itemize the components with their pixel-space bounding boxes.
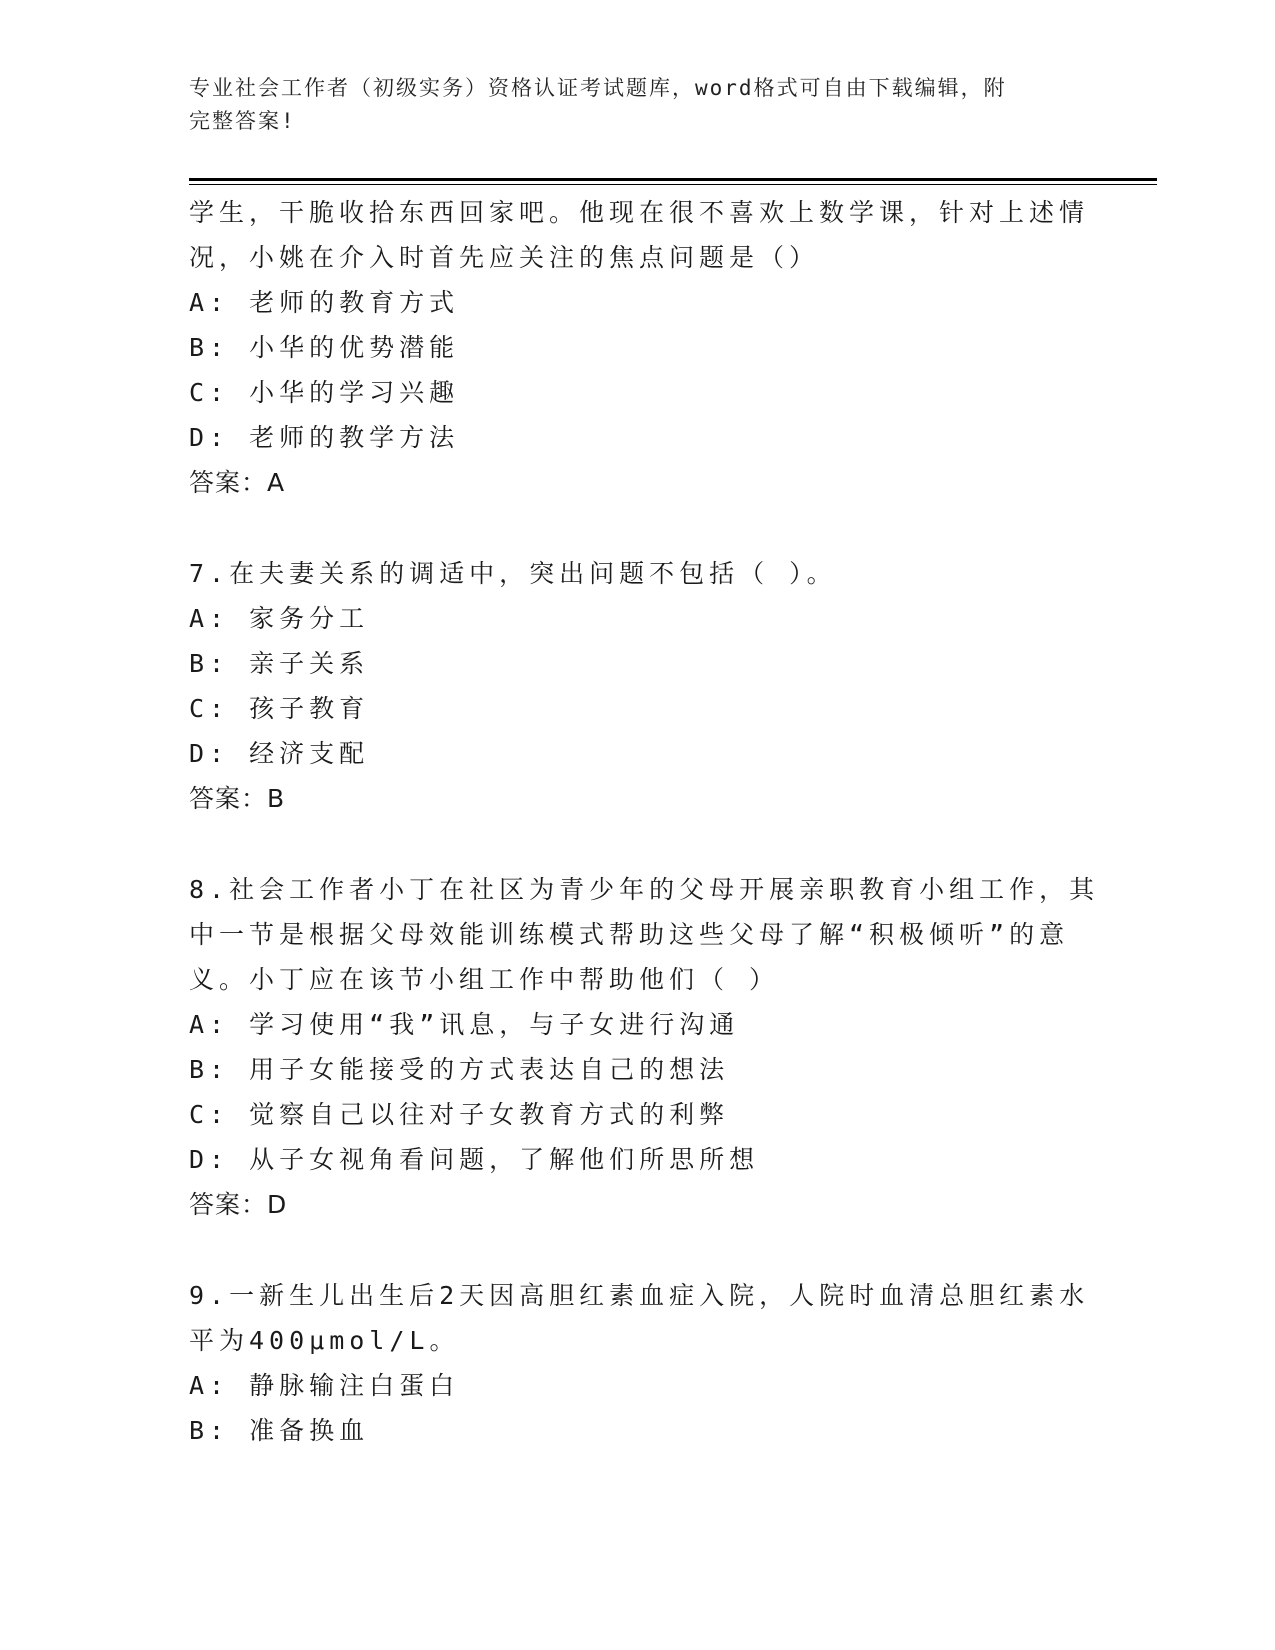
option-d: D: 经济支配 [189, 739, 370, 768]
option-a: A: 静脉输注白蛋白 [189, 1371, 460, 1400]
question-stem-line: 9.一新生儿出生后2天因高胆红素血症入院，人院时血清总胆红素水 [189, 1281, 1090, 1310]
option-d: D: 从子女视角看问题，了解他们所思所想 [189, 1145, 760, 1174]
option-b: B: 准备换血 [189, 1416, 370, 1445]
question-list [189, 190, 1100, 1453]
option-a: A: 老师的教育方式 [189, 288, 460, 317]
option-b: B: 亲子关系 [189, 649, 370, 678]
option-b: B: 小华的优势潜能 [189, 333, 460, 362]
option-c: C: 小华的学习兴趣 [189, 378, 460, 407]
question-8 [189, 867, 1100, 1227]
document-header [189, 72, 1069, 138]
question-stem-line: 况，小姚在介入时首先应关注的焦点问题是（） [189, 243, 820, 272]
question-6 [189, 190, 1090, 505]
question-stem-line: 8.社会工作者小丁在社区为青少年的父母开展亲职教育小组工作，其 [189, 875, 1100, 904]
question-stem-line: 义。小丁应在该节小组工作中帮助他们（ ） [189, 965, 780, 994]
header-rule-thick [189, 178, 1157, 181]
option-a: A: 学习使用“我”讯息，与子女进行沟通 [189, 1010, 740, 1039]
option-c: C: 觉察自己以往对子女教育方式的利弊 [189, 1100, 730, 1129]
answer-label: 答案：D [189, 1190, 288, 1219]
header-title-line-1: 专业社会工作者（初级实务）资格认证考试题库，word格式可自由下载编辑，附 [189, 76, 1007, 100]
question-stem-line: 7.在夫妻关系的调适中，突出问题不包括（ ）。 [189, 559, 837, 588]
option-d: D: 老师的教学方法 [189, 423, 460, 452]
header-title-line-2: 完整答案! [189, 109, 296, 133]
option-c: C: 孩子教育 [189, 694, 370, 723]
option-b: B: 用子女能接受的方式表达自己的想法 [189, 1055, 730, 1084]
question-9 [189, 1273, 1090, 1453]
option-a: A: 家务分工 [189, 604, 370, 633]
answer-label: 答案：B [189, 784, 286, 813]
question-7 [189, 551, 1069, 821]
header-rule-thin [189, 184, 1157, 185]
question-stem-line: 平为400μmol/L。 [189, 1326, 460, 1355]
question-stem-line: 中一节是根据父母效能训练模式帮助这些父母了解“积极倾听”的意 [189, 920, 1070, 949]
answer-label: 答案：A [189, 468, 286, 497]
question-stem-line: 学生，干脆收拾东西回家吧。他现在很不喜欢上数学课，针对上述情 [189, 198, 1090, 227]
